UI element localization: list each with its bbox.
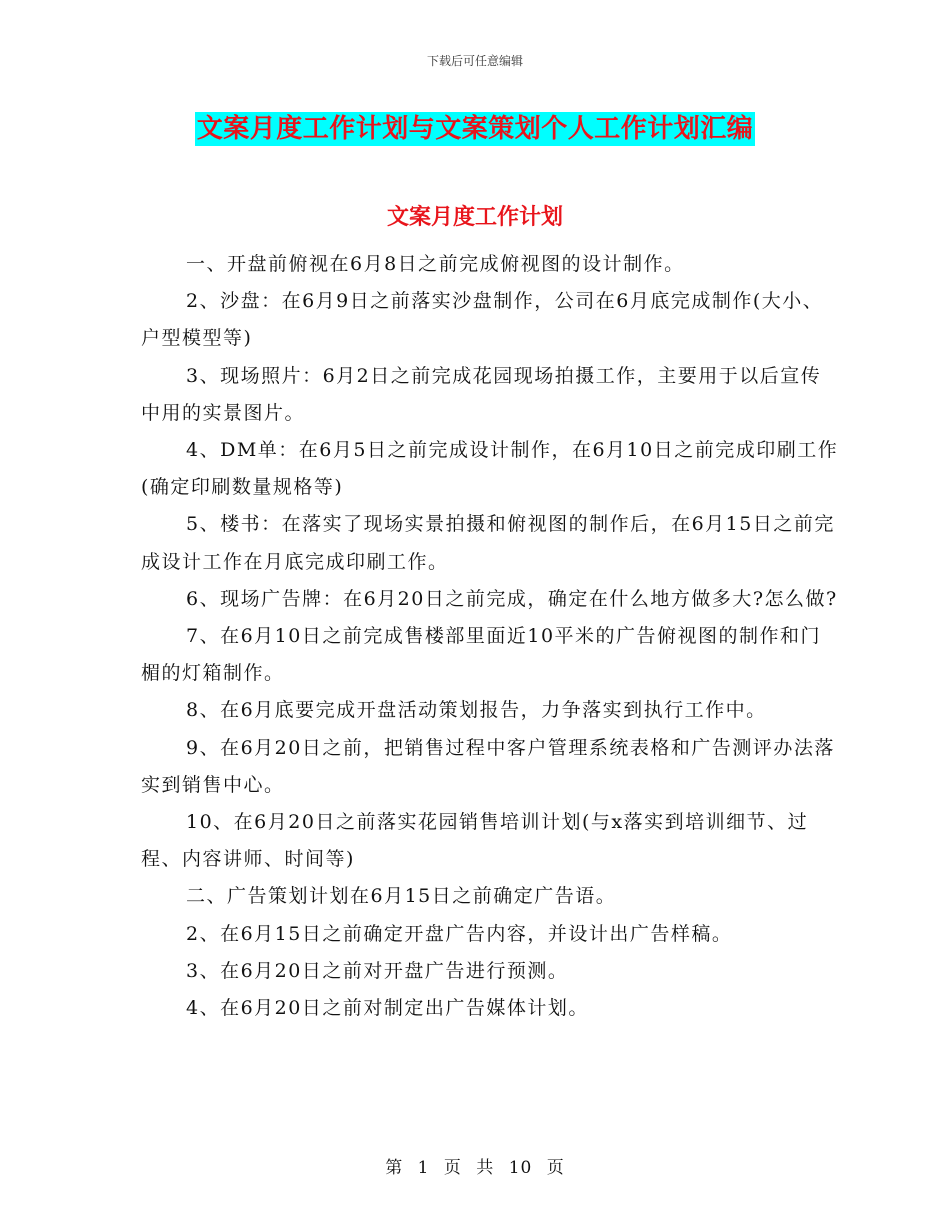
page-footer: [0, 1153, 950, 1178]
main-title-container: [0, 112, 950, 146]
page-label-suffix: 页: [546, 1158, 565, 1178]
paragraph: 7、在6月10日之前完成售楼部里面近10平米的广告俯视图的制作和门楣的灯箱制作。: [141, 625, 822, 685]
header-note: 下载后可任意编辑: [426, 54, 523, 68]
paragraph: 二、广告策划计划在6月15日之前确定广告语。: [186, 885, 617, 908]
document-title: 文案月度工作计划与文案策划个人工作计划汇编: [196, 114, 754, 144]
paragraph: 3、现场照片：6月2日之前完成花园现场拍摄工作，主要用于以后宣传中用的实景图片。: [141, 364, 822, 424]
paragraph: 9、在6月20日之前，把销售过程中客户管理系统表格和广告测评办法落实到销售中心。: [141, 736, 835, 796]
paragraph: 5、楼书：在落实了现场实景拍摄和俯视图的制作后，在6月15日之前完成设计工作在月底完成印刷工作。: [141, 513, 835, 573]
paragraph: 一、开盘前俯视在6月8日之前完成俯视图的设计制作。: [186, 253, 685, 275]
document-body: [141, 246, 841, 1027]
paragraph: 3、在6月20日之前对开盘广告进行预测。: [186, 959, 569, 982]
current-page-number: 1: [417, 1158, 430, 1178]
total-pages-number: 10: [508, 1158, 533, 1178]
paragraph: 4、DM单：在6月5日之前完成设计制作，在6月10日之前完成印刷工作(确定印刷数量规格等): [141, 439, 839, 499]
section-title: 文案月度工作计划: [386, 204, 563, 230]
page-label-mid: 页: [443, 1158, 462, 1178]
paragraph: 10、在6月20日之前落实花园销售培训计划(与x落实到培训细节、过程、内容讲师、时间等): [141, 811, 809, 871]
paragraph: 2、在6月15日之前确定开盘广告内容，并设计出广告样稿。: [186, 922, 733, 945]
paragraph: 2、沙盘：在6月9日之前落实沙盘制作，公司在6月底完成制作(大小、户型模型等): [141, 290, 824, 350]
paragraph: 6、现场广告牌：在6月20日之前完成，确定在什么地方做多大?怎么做?: [186, 587, 838, 610]
paragraph: 4、在6月20日之前对制定出广告媒体计划。: [186, 997, 589, 1020]
paragraph: 8、在6月底要完成开盘活动策划报告，力争落实到执行工作中。: [186, 699, 767, 722]
page-label-prefix: 第: [385, 1158, 404, 1178]
total-label: 共: [476, 1158, 495, 1178]
